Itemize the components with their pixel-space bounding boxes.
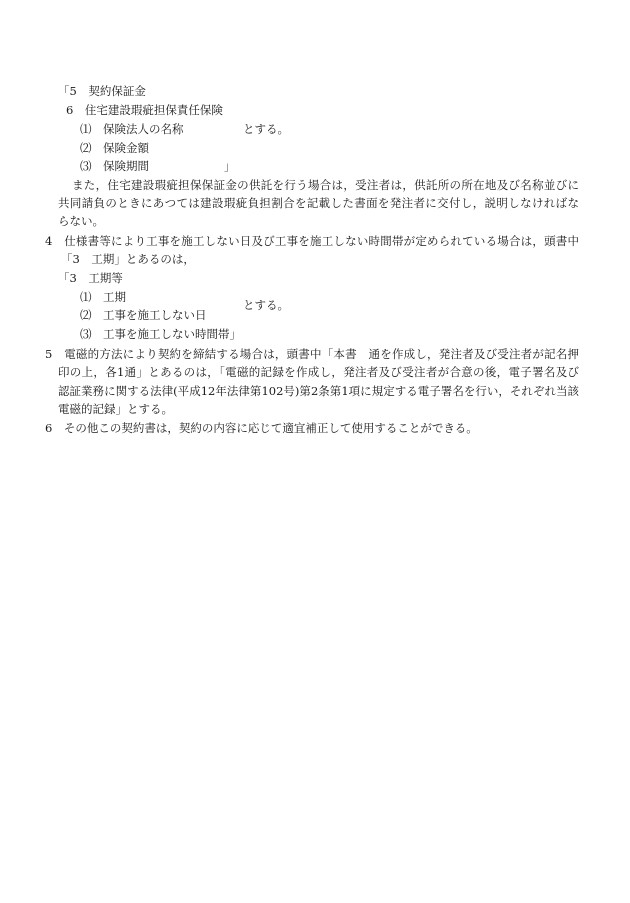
sub-item-insurance-period: ⑶ 保険期間	[80, 159, 149, 173]
deposit-paragraph-line-3: らない。	[58, 214, 104, 228]
item-5-line-2: 印の上，各1通」とあるのは，「電磁的記録を作成し，発注者及び受注者が合意の後，電子署名及び	[58, 365, 579, 379]
item-6-liability-insurance: 6 住宅建設瑕疵担保責任保険	[66, 103, 223, 117]
item-4-sub-non-work-days: ⑵ 工事を施工しない日	[80, 308, 207, 322]
item-4-line-1: 4 仕様書等により工事を施工しない日及び工事を施工しない時間帯が定められている場合は，頭書中	[45, 234, 579, 248]
item-5-line-4: 電磁的記録」とする。	[58, 402, 173, 416]
closing-bracket: 」	[224, 159, 236, 173]
sub-item-insurer-name: ⑴ 保険法人の名称	[80, 122, 184, 136]
sub-item-suffix: とする。	[243, 122, 289, 136]
item-4-sub-period: ⑴ 工期	[80, 290, 126, 304]
sub-item-insurance-amount: ⑵ 保険金額	[80, 141, 149, 155]
item-4-sub-non-work-hours: ⑶ 工事を施工しない時間帯」	[80, 327, 241, 341]
item-6-other: 6 その他この契約書は，契約の内容に応じて適宜補正して使用することができる。	[45, 421, 478, 435]
item-4-construction-period-head: 「3 工期等	[58, 271, 123, 285]
item-4-suffix: とする。	[243, 298, 289, 312]
deposit-paragraph-line-1: また，住宅建設瑕疵担保保証金の供託を行う場合は，受注者は，供託所の所在地及び名称並びに	[72, 178, 579, 192]
item-5-contract-deposit: 「5 契約保証金	[58, 84, 146, 98]
item-4-line-2: 「3 工期」とあるのは，	[61, 252, 195, 266]
item-5-line-1: 5 電磁的方法により契約を締結する場合は，頭書中「本書 通を作成し，発注者及び受注者が記名押	[45, 347, 579, 361]
item-5-line-3: 認証業務に関する法律(平成12年法律第102号)第2条第1項に規定する電子署名を行い，それぞれ当該	[58, 384, 579, 398]
deposit-paragraph-line-2: 共同請負のときにあつては建設瑕疵負担割合を記載した書面を発注者に交付し，説明しなければな	[58, 196, 579, 210]
